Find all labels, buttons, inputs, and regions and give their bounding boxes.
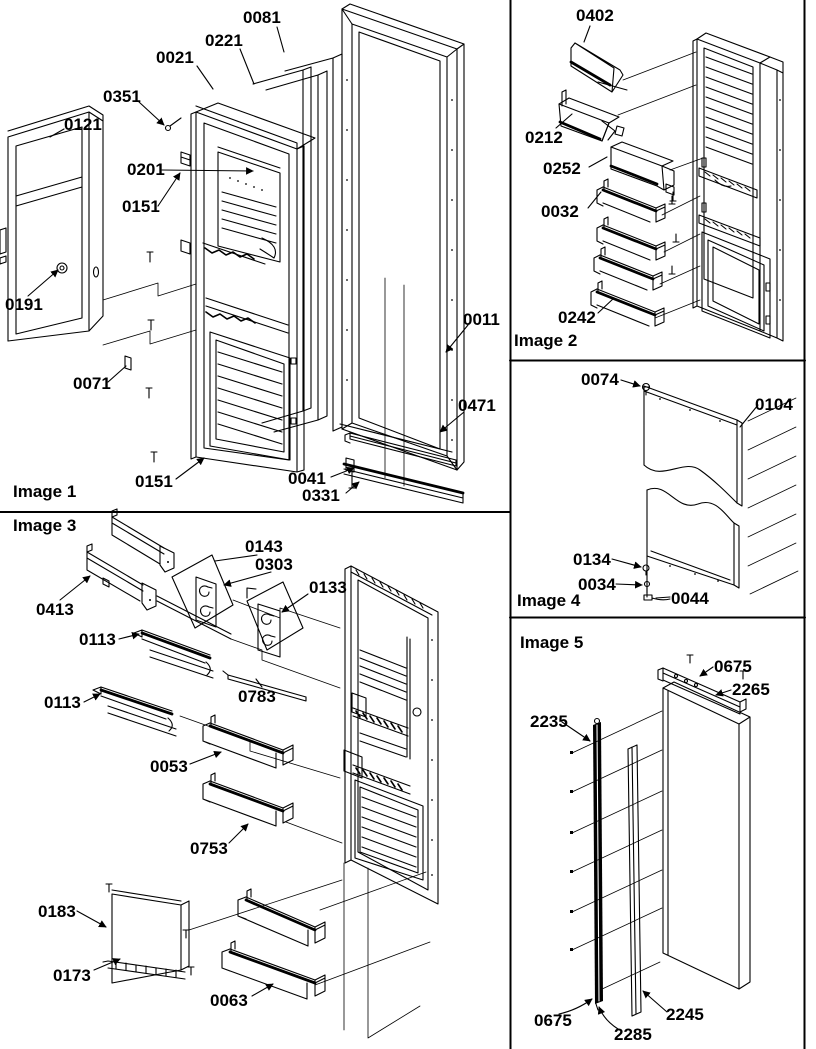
part-label-0212: 0212 (525, 128, 563, 147)
panel-caption-image4: Image 4 (517, 591, 581, 610)
part-label-0173: 0173 (53, 966, 91, 985)
part-label-0071: 0071 (73, 374, 111, 393)
panel-caption-image3: Image 3 (13, 516, 77, 535)
part-label-0113: 0113 (79, 630, 116, 649)
part-label-0242: 0242 (558, 308, 596, 327)
part-label-0675: 0675 (714, 657, 752, 676)
part-label-0011: 0011 (463, 310, 500, 329)
part-label-0303: 0303 (255, 555, 293, 574)
part-label-0041: 0041 (288, 469, 326, 488)
part-label-0074: 0074 (581, 370, 619, 389)
image5-drawing (559, 655, 750, 1029)
part-label-0143: 0143 (245, 537, 283, 556)
panel-caption-image1: Image 1 (13, 482, 77, 501)
door-bucket (597, 217, 665, 260)
part-label-0151: 0151 (122, 197, 160, 216)
part-label-0032: 0032 (541, 202, 579, 221)
part-label-0151: 0151 (135, 472, 173, 491)
part-label-0034: 0034 (578, 575, 616, 594)
part-label-0252: 0252 (543, 159, 581, 178)
part-label-0104: 0104 (755, 395, 793, 414)
part-label-0201: 0201 (127, 160, 165, 179)
part-label-0783: 0783 (238, 687, 276, 706)
image4-leader-lines (612, 380, 758, 598)
part-label-0133: 0133 (309, 578, 347, 597)
part-label-2265: 2265 (732, 680, 770, 699)
panel-caption-image2: Image 2 (514, 331, 578, 350)
part-label-0121: 0121 (64, 115, 102, 134)
part-label-0191: 0191 (5, 295, 43, 314)
part-label-0402: 0402 (576, 6, 614, 25)
image3-drawing (60, 509, 438, 1038)
door-bucket (238, 889, 325, 946)
part-label-0113: 0113 (44, 693, 81, 712)
part-label-0021: 0021 (156, 48, 194, 67)
part-label-2235: 2235 (530, 712, 568, 731)
part-label-0331: 0331 (302, 486, 340, 505)
part-label-0675: 0675 (534, 1011, 572, 1030)
image1-leader-lines (28, 27, 468, 493)
part-label-2245: 2245 (666, 1005, 704, 1024)
part-label-0471: 0471 (458, 396, 496, 415)
part-label-0081: 0081 (243, 8, 281, 27)
part-label-0044: 0044 (671, 589, 709, 608)
door-bucket (203, 773, 293, 826)
part-label-2285: 2285 (614, 1025, 652, 1044)
part-label-0053: 0053 (150, 757, 188, 776)
part-label-0063: 0063 (210, 991, 248, 1010)
door-bucket (594, 247, 662, 290)
part-label-0134: 0134 (573, 550, 611, 569)
part-label-0183: 0183 (38, 902, 76, 921)
panel-caption-image5: Image 5 (520, 633, 584, 652)
image5-leader-lines (559, 667, 731, 1029)
image2-drawing (556, 26, 783, 341)
part-label-0413: 0413 (36, 600, 74, 619)
part-label-0221: 0221 (205, 31, 243, 50)
part-label-0753: 0753 (190, 839, 228, 858)
part-label-0351: 0351 (103, 87, 141, 106)
image1-drawing (0, 4, 468, 503)
